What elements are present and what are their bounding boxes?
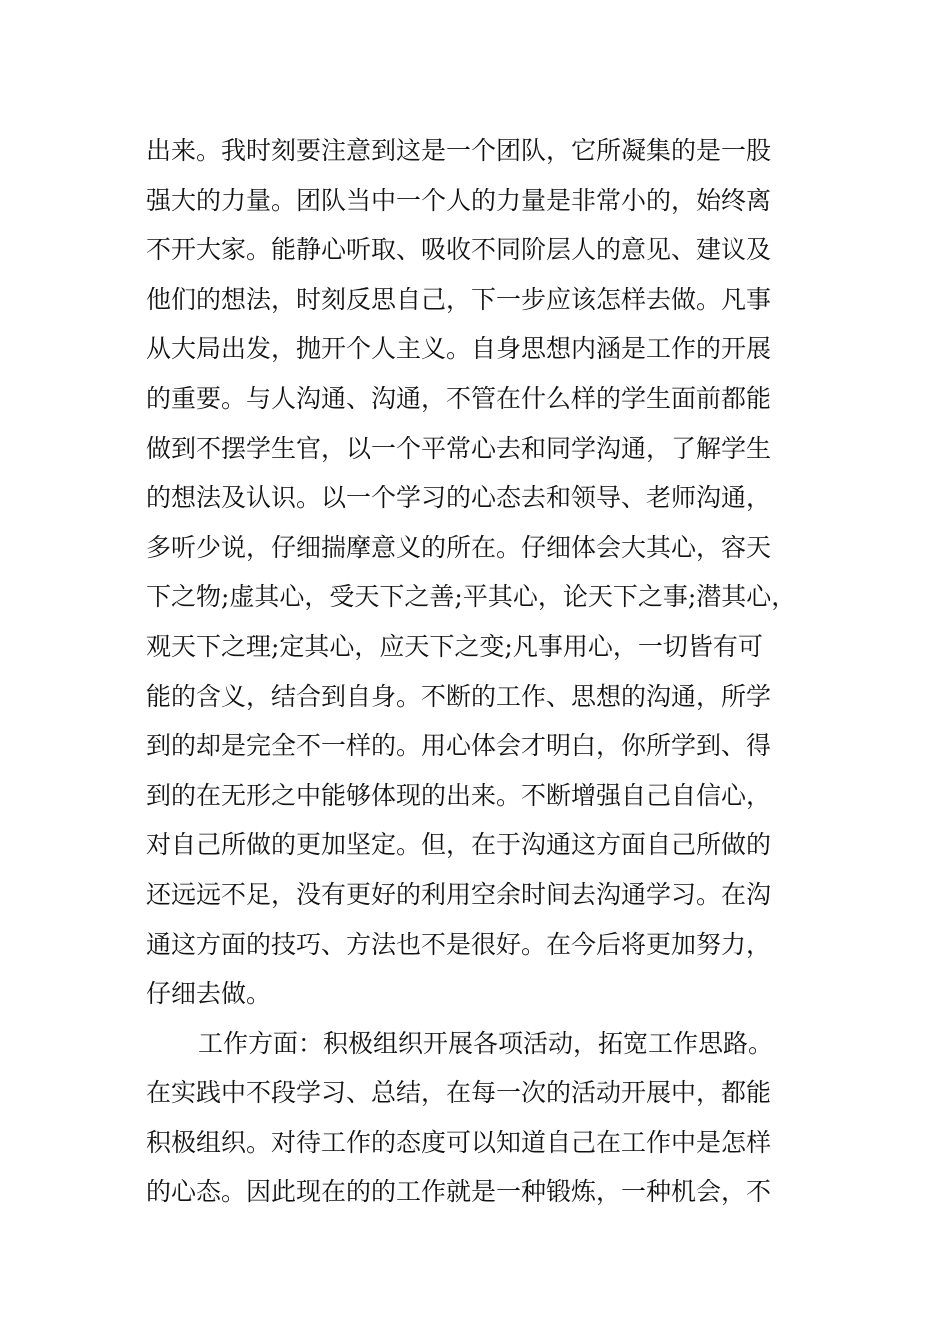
text-line: 积极组织。对待工作的态度可以知道自己在工作中是怎样 [146, 1127, 772, 1157]
text-line: 在实践中不段学习、总结，在每一次的活动开展中，都能 [146, 1078, 772, 1108]
text-line: 通这方面的技巧、方法也不是很好。在今后将更加努力， [146, 929, 772, 959]
text-line: 的想法及认识。以一个学习的心态去和领导、老师沟通， [146, 483, 772, 513]
text-line: 下之物;虚其心，受天下之善;平其心，论天下之事;潜其心， [146, 582, 797, 612]
text-line: 到的却是完全不一样的。用心体会才明白，你所学到、得 [146, 731, 772, 761]
text-line: 观天下之理;定其心，应天下之变;凡事用心，一切皆有可 [146, 631, 763, 661]
text-line: 做到不摆学生官，以一个平常心去和同学沟通，了解学生 [146, 433, 772, 463]
paragraph-2 [146, 1019, 826, 1217]
text-line: 强大的力量。团队当中一个人的力量是非常小的，始终离 [146, 185, 772, 215]
text-line: 的重要。与人沟通、沟通，不管在什么样的学生面前都能 [146, 383, 772, 413]
text-line: 到的在无形之中能够体现的出来。不断增强自己自信心， [146, 780, 772, 810]
text-line: 多听少说，仔细揣摩意义的所在。仔细体会大其心，容天 [146, 532, 772, 562]
text-line: 出来。我时刻要注意到这是一个团队，它所凝集的是一股 [146, 136, 772, 165]
text-line: 仔细去做。 [146, 979, 272, 1009]
text-line: 对自己所做的更加坚定。但，在于沟通这方面自己所做的 [146, 830, 772, 860]
text-line: 不开大家。能静心听取、吸收不同阶层人的意见、建议及 [146, 235, 772, 265]
paragraph-1 [146, 126, 826, 1019]
text-line-indented: 工作方面：积极组织开展各项活动，拓宽工作思路。 [198, 1028, 774, 1058]
text-line: 能的含义，结合到自身。不断的工作、思想的沟通，所学 [146, 681, 772, 711]
text-line: 他们的想法，时刻反思自己，下一步应该怎样去做。凡事 [146, 284, 772, 314]
text-line: 还远远不足，没有更好的利用空余时间去沟通学习。在沟 [146, 879, 772, 909]
text-line: 从大局出发，抛开个人主义。自身思想内涵是工作的开展 [146, 334, 772, 364]
text-line: 的心态。因此现在的的工作就是一种锻炼，一种机会，不 [146, 1177, 772, 1207]
body-text [146, 126, 826, 1217]
